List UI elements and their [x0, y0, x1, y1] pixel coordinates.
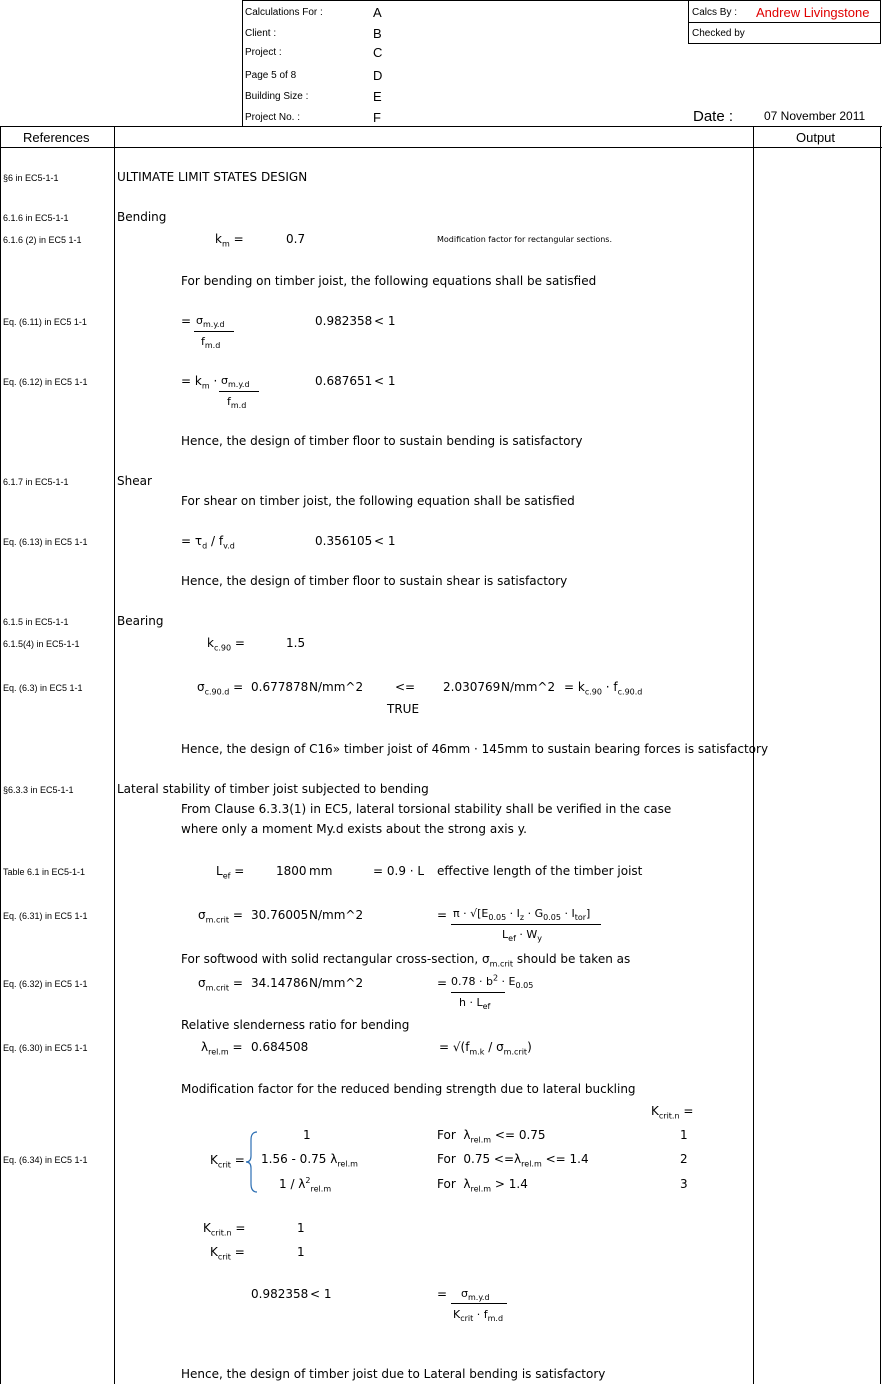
lef-formula: = 0.9 · L [373, 864, 425, 878]
kc90-symbol: $k_{c.90}$ = [207, 636, 245, 653]
building-size-value: E [373, 89, 382, 104]
kcrit-index-3: 3 [680, 1177, 688, 1191]
kcrit-index-1: 1 [680, 1128, 688, 1142]
lambda-symbol: $\lambda_{rel.m}$ = [201, 1040, 243, 1057]
ref-6-1-5: 6.1.5 in EC5-1-1 [3, 617, 69, 627]
eq631-denominator: $L_{ef} \cdot W_y$ [502, 928, 542, 944]
references-column-header: References [23, 130, 90, 145]
eq612-numerator: $\sigma_{m.y.d}$ [221, 374, 250, 390]
softwood-text: For softwood with solid rectangular cross-section, $\sigma_{m.crit}$ should be taken as [181, 952, 631, 969]
eq613-lhs: = $\tau_d / f_{v.d}$ [181, 534, 235, 551]
kcrit-symbol: $K_{crit}$ = [210, 1153, 245, 1170]
references-column-divider [114, 126, 115, 1384]
kcritn-value: 1 [297, 1221, 305, 1235]
ref-6-1-6-2: 6.1.6 (2) in EC5 1-1 [3, 235, 82, 245]
lef-note: effective length of the timber joist [437, 864, 643, 878]
bending-conclusion: Hence, the design of timber floor to sustain bending is satisfactory [181, 434, 583, 448]
project-label: Project : [245, 47, 282, 58]
bearing-true: TRUE [387, 702, 420, 716]
eq631-equals: = [437, 908, 448, 922]
lateral-paragraph-1: From Clause 6.3.3(1) in EC5, lateral torsional stability shall be verified in the case [181, 802, 672, 816]
final-denominator: $K_{crit} \cdot f_{m.d}$ [453, 1308, 504, 1324]
final-lt1: < 1 [310, 1287, 332, 1301]
date-label: Date : [693, 108, 734, 125]
calcs-by-label: Calcs By : [692, 7, 738, 18]
final-numerator: $\sigma_{m.y.d}$ [461, 1287, 490, 1303]
sigma-mcrit2-value: 34.14786 [251, 976, 309, 990]
client-label: Client : [245, 28, 277, 39]
for-label-3: For [437, 1177, 456, 1191]
eq611-result: 0.982358 [315, 314, 373, 328]
kcritn-symbol: $K_{crit.n}$ = [203, 1221, 246, 1238]
sigma-mcrit-unit: N/mm^2 [309, 908, 364, 922]
header-bottom-line [0, 126, 882, 127]
bearing-le: <= [395, 680, 416, 694]
kc90-value: 1.5 [286, 636, 306, 650]
bending-title: Bending [117, 210, 167, 224]
eq612-fraction-bar [219, 391, 259, 392]
client-value: B [373, 26, 382, 41]
kcrit-result-value: 1 [297, 1245, 305, 1259]
eq612-lt1: < 1 [374, 374, 396, 388]
project-value: C [373, 45, 383, 60]
modfactor-text: Modification factor for the reduced bending strength due to lateral buckling [181, 1082, 636, 1096]
km-symbol: $k_m$ = [215, 232, 244, 249]
eq612-denominator: $f_{m.d}$ [227, 395, 247, 411]
softwood-text-b: should be taken as [513, 952, 631, 966]
lateral-conclusion: Hence, the design of timber joist due to Lateral bending is satisfactory [181, 1367, 606, 1381]
ref-eq-6-3: Eq. (6.3) in EC5 1-1 [3, 683, 83, 693]
shear-title: Shear [117, 474, 152, 488]
calcs-by-underline [688, 22, 881, 23]
cond-2a-text: 0.75 <= [463, 1152, 515, 1166]
kcrit-index-2: 2 [680, 1152, 688, 1166]
slenderness-text: Relative slenderness ratio for bending [181, 1018, 410, 1032]
eq632-numerator: $0.78 \cdot b^2 \cdot E_{0.05}$ [451, 973, 534, 991]
eq632-denominator: $h \cdot L_{ef}$ [459, 996, 491, 1012]
shear-intro: For shear on timber joist, the following equation shall be satisfied [181, 494, 575, 508]
eq613-lt1: < 1 [374, 534, 396, 548]
left-border [0, 126, 1, 1384]
kcrit-option-3: $1 / \lambda^2_{rel.m}$ [279, 1176, 332, 1194]
kcritn-header: $K_{crit.n}$ = [651, 1104, 694, 1121]
checked-by-underline [688, 43, 881, 44]
eq630-formula: = $√(f_{m.k} / \sigma_{m.crit})$ [439, 1040, 532, 1057]
fc90-value: 2.030769 [443, 680, 501, 694]
ref-6-1-7: 6.1.7 in EC5-1-1 [3, 477, 69, 487]
ref-section-6-3-3: §6.3.3 in EC5-1-1 [3, 785, 74, 795]
bearing-title: Bearing [117, 614, 164, 628]
eq613-result: 0.356105 [315, 534, 373, 548]
calculations-for-value: A [373, 5, 382, 20]
eq631-numerator: $\pi \cdot √[E_{0.05} \cdot I_z \cdot G_{0.05} \cdot I_{tor}]$ [453, 907, 591, 923]
lambda-value: 0.684508 [251, 1040, 309, 1054]
eq611-lhs: = [181, 314, 192, 328]
final-result: 0.982358 [251, 1287, 309, 1301]
bearing-conclusion: Hence, the design of C16» timber joist of 46mm · 145mm to sustain bearing forces is satisfactory [181, 742, 769, 756]
uls-title: ULTIMATE LIMIT STATES DESIGN [117, 170, 308, 184]
shear-conclusion: Hence, the design of timber floor to sustain shear is satisfactory [181, 574, 568, 588]
eq612-lhs: = $k_m$ · [181, 374, 218, 391]
lateral-paragraph-2: where only a moment My.d exists about the strong axis y. [181, 822, 527, 836]
eq612-result: 0.687651 [315, 374, 373, 388]
eq631-fraction-bar [451, 924, 601, 925]
date-value: 07 November 2011 [764, 109, 866, 123]
eq611-fraction-bar [194, 331, 234, 332]
sigma-mcrit2-symbol: $\sigma_{m.crit}$ = [198, 976, 243, 993]
project-no-value: F [373, 110, 381, 125]
cond-2b-text: <= 1.4 [545, 1152, 589, 1166]
lateral-title: Lateral stability of timber joist subjected to bending [117, 782, 429, 796]
fc90-unit: N/mm^2 [501, 680, 556, 694]
ref-eq-6-13: Eq. (6.13) in EC5 1-1 [3, 537, 88, 547]
lef-symbol: $L_{ef}$ = [216, 864, 245, 881]
header-left-border [242, 0, 243, 126]
calculations-for-label: Calculations For : [245, 7, 323, 18]
column-header-line [0, 147, 882, 148]
ref-table-6-1: Table 6.1 in EC5-1-1 [3, 867, 86, 877]
softwood-text-a: For softwood with solid rectangular cross-section, σ [181, 952, 490, 966]
kcrit-cond-2: For $0.75 <=\lambda_{rel.m} <= 1.4$ [437, 1152, 589, 1169]
cond-1-text: <= 0.75 [494, 1128, 546, 1142]
project-no-label: Project No. : [245, 112, 301, 123]
header-top-line [242, 0, 881, 1]
kcrit-option-2: 1.56 - 0.75 $\lambda_{rel.m}$ [261, 1152, 358, 1169]
lef-value: 1800 [276, 864, 307, 878]
kcrit-option-3-text: 1 / λ [279, 1177, 306, 1191]
for-label-1: For [437, 1128, 456, 1142]
page-label: Page 5 of 8 [245, 70, 297, 81]
sigma-c90-value: 0.677878 [251, 680, 309, 694]
page-value: D [373, 68, 383, 83]
kcrit-option-2-text: 1.56 - 0.75 λ [261, 1152, 338, 1166]
kcrit-option-1: 1 [303, 1128, 311, 1142]
fc90-formula: = $k_{c.90} \cdot f_{c.90.d}$ [564, 680, 643, 697]
final-equals: = [437, 1287, 448, 1301]
sigma-mcrit-value: 30.76005 [251, 908, 309, 922]
ref-eq-6-31: Eq. (6.31) in EC5 1-1 [3, 911, 88, 921]
kcrit-cond-3: For $\lambda_{rel.m} > 1.4$ [437, 1177, 528, 1194]
output-column-header: Output [796, 130, 836, 145]
eq611-numerator: $\sigma_{m.y.d}$ [196, 314, 225, 330]
kcrit-cond-1: For $\lambda_{rel.m} <= 0.75$ [437, 1128, 546, 1145]
eq632-equals: = [437, 976, 448, 990]
building-size-label: Building Size : [245, 91, 309, 102]
checked-by-label: Checked by [692, 28, 745, 39]
ref-eq-6-34: Eq. (6.34) in EC5 1-1 [3, 1155, 88, 1165]
cond-3-text: > 1.4 [494, 1177, 528, 1191]
km-value: 0.7 [286, 232, 306, 246]
lef-unit: mm [309, 864, 333, 878]
km-note: Modification factor for rectangular sections. [437, 235, 612, 244]
ref-eq-6-11: Eq. (6.11) in EC5 1-1 [3, 317, 87, 327]
eq611-lt1: < 1 [374, 314, 396, 328]
final-fraction-bar [451, 1303, 507, 1304]
ref-6-1-5-4: 6.1.5(4) in EC5-1-1 [3, 639, 80, 649]
ref-6-1-6: 6.1.6 in EC5-1-1 [3, 213, 69, 223]
kcrit-result-symbol: $K_{crit}$ = [210, 1245, 245, 1262]
kcrit-brace [243, 1130, 259, 1194]
bending-intro: For bending on timber joist, the following equations shall be satisfied [181, 274, 597, 288]
ref-eq-6-12: Eq. (6.12) in EC5 1-1 [3, 377, 88, 387]
eq611-denominator: $f_{m.d}$ [201, 335, 221, 351]
calcs-by-value: Andrew Livingstone [756, 5, 870, 20]
ref-eq-6-32: Eq. (6.32) in EC5 1-1 [3, 979, 88, 989]
for-label-2: For [437, 1152, 456, 1166]
right-border [880, 126, 881, 1384]
sigma-mcrit-symbol: $\sigma_{m.crit}$ = [198, 908, 243, 925]
sigma-c90-symbol: $\sigma_{c.90.d}$ = [197, 680, 244, 697]
sigma-c90-unit: N/mm^2 [309, 680, 364, 694]
ref-section-6: §6 in EC5-1-1 [3, 173, 59, 183]
eq632-fraction-bar [451, 992, 505, 993]
sigma-mcrit2-unit: N/mm^2 [309, 976, 364, 990]
ref-eq-6-30: Eq. (6.30) in EC5 1-1 [3, 1043, 88, 1053]
